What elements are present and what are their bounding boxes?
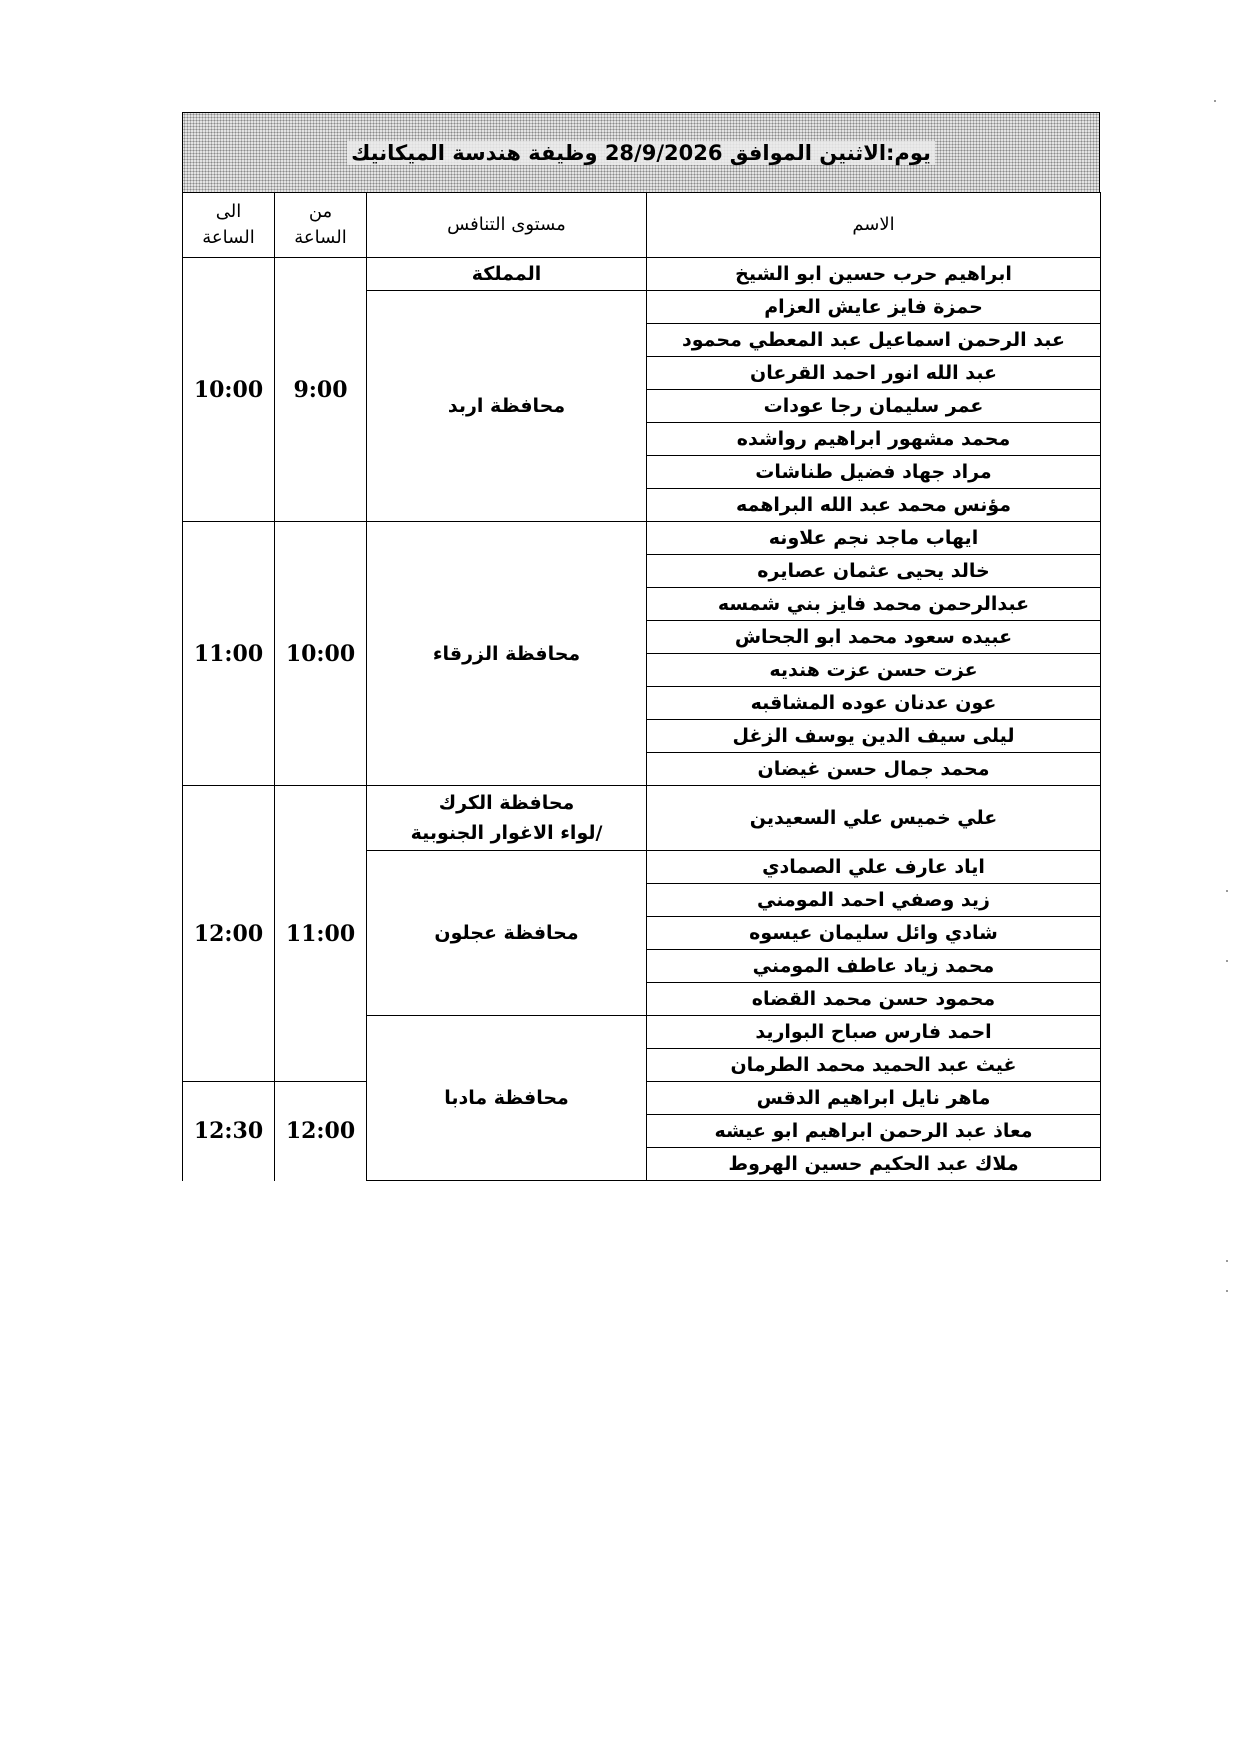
header-to: الى الساعة	[183, 193, 275, 258]
candidate-name: عبدالرحمن محمد فايز بني شمسه	[647, 588, 1101, 621]
to-time-cell: 12:00	[183, 786, 275, 1082]
candidate-name: ليلى سيف الدين يوسف الزغل	[647, 720, 1101, 753]
table-row	[183, 258, 1101, 291]
scan-speck	[1214, 100, 1216, 102]
level-cell: محافظة الكرك /لواء الاغوار الجنوبية	[367, 786, 647, 851]
candidate-name: مؤنس محمد عبد الله البراهمه	[647, 489, 1101, 522]
to-time-cell: 12:30	[183, 1082, 275, 1181]
header-level: مستوى التنافس	[367, 193, 647, 258]
to-time-cell: 11:00	[183, 522, 275, 786]
candidate-name: احمد فارس صباح البواريد	[647, 1016, 1101, 1049]
candidate-name: ابراهيم حرب حسين ابو الشيخ	[647, 258, 1101, 291]
level-cell: محافظة مادبا	[367, 1016, 647, 1181]
candidate-name: عبد الله انور احمد القرعان	[647, 357, 1101, 390]
candidate-name: ماهر نايل ابراهيم الدقس	[647, 1082, 1101, 1115]
candidate-name: مراد جهاد فضيل طناشات	[647, 456, 1101, 489]
candidate-name: اياد عارف علي الصمادي	[647, 851, 1101, 884]
header-from: من الساعة	[275, 193, 367, 258]
candidate-name: عزت حسن عزت هنديه	[647, 654, 1101, 687]
scan-speck	[1226, 960, 1228, 962]
candidate-name: شادي وائل سليمان عيسوه	[647, 917, 1101, 950]
to-time-cell: 10:00	[183, 258, 275, 522]
candidate-name: محمد مشهور ابراهيم رواشده	[647, 423, 1101, 456]
candidate-name: غيث عبد الحميد محمد الطرمان	[647, 1049, 1101, 1082]
from-time-cell: 11:00	[275, 786, 367, 1082]
schedule-table	[182, 192, 1101, 1181]
candidate-name: معاذ عبد الرحمن ابراهيم ابو عيشه	[647, 1115, 1101, 1148]
candidate-name: زيد وصفي احمد المومني	[647, 884, 1101, 917]
header-name: الاسم	[647, 193, 1101, 258]
candidate-name: حمزة فايز عايش العزام	[647, 291, 1101, 324]
candidate-name: علي خميس علي السعيدين	[647, 786, 1101, 851]
candidate-name: ملاك عبد الحكيم حسين الهروط	[647, 1148, 1101, 1181]
scan-speck	[1226, 1260, 1228, 1262]
candidate-name: عمر سليمان رجا عودات	[647, 390, 1101, 423]
from-time-cell: 10:00	[275, 522, 367, 786]
level-cell: محافظة اربد	[367, 291, 647, 522]
schedule-title-bar	[182, 112, 1100, 192]
scan-speck	[1226, 1290, 1228, 1292]
schedule-sheet	[182, 112, 1100, 1181]
candidate-name: عون عدنان عوده المشاقبه	[647, 687, 1101, 720]
candidate-name: محمد زياد عاطف المومني	[647, 950, 1101, 983]
level-cell: المملكة	[367, 258, 647, 291]
table-row	[183, 522, 1101, 555]
table-row	[183, 786, 1101, 851]
from-time-cell: 12:00	[275, 1082, 367, 1181]
candidate-name: محمود حسن محمد القضاه	[647, 983, 1101, 1016]
candidate-name: خالد يحيى عثمان عصايره	[647, 555, 1101, 588]
candidate-name: ايهاب ماجد نجم علاونه	[647, 522, 1101, 555]
from-time-cell: 9:00	[275, 258, 367, 522]
scan-speck	[1226, 890, 1228, 892]
candidate-name: عبيده سعود محمد ابو الجحاش	[647, 621, 1101, 654]
level-cell: محافظة عجلون	[367, 851, 647, 1016]
header-row	[183, 193, 1101, 258]
schedule-title: يوم:الاثنين الموافق 28/9/2026 وظيفة هندسة الميكانيك	[347, 141, 935, 165]
candidate-name: عبد الرحمن اسماعيل عبد المعطي محمود	[647, 324, 1101, 357]
candidate-name: محمد جمال حسن غيضان	[647, 753, 1101, 786]
level-cell: محافظة الزرقاء	[367, 522, 647, 786]
